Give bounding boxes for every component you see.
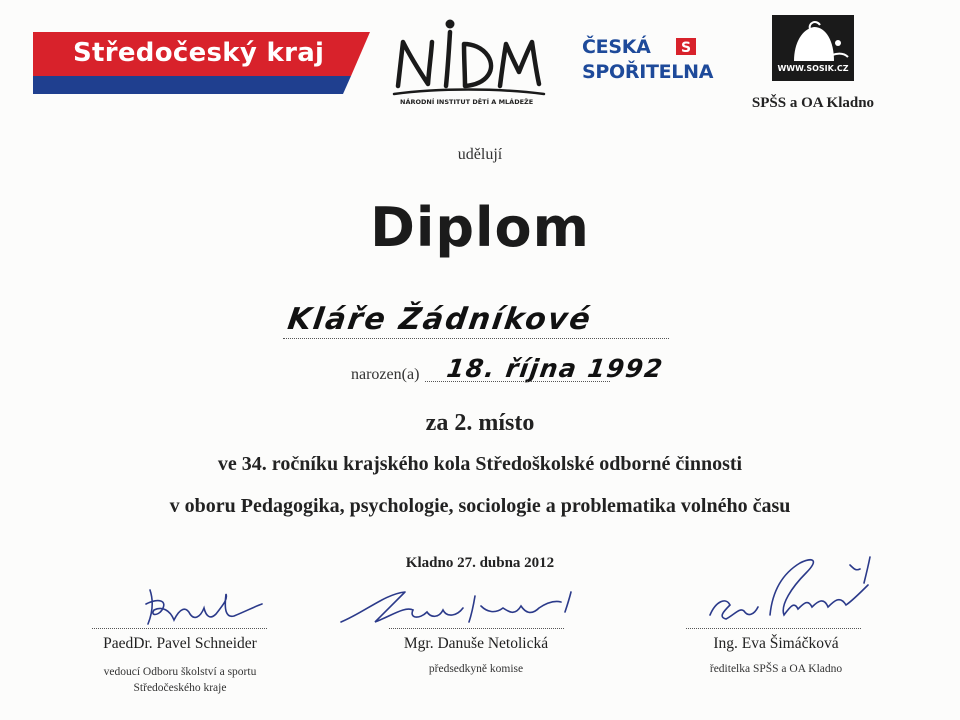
award-line-1: ve 34. ročníku krajského kola Středoškolské odborné činnosti: [217, 453, 743, 475]
sosik-caption: SPŠS a OA Kladno: [751, 95, 875, 111]
kraj-logo-text: Středočeský kraj: [73, 38, 325, 68]
signer-role-1-line1: vedoucí Odboru školství a sportu: [103, 666, 257, 678]
signer-role-2-line1: předsedkyně komise: [428, 663, 524, 675]
cs-logo-line2: SPOŘITELNA: [582, 61, 714, 83]
recipient-name: Kláře Žádníkové: [285, 302, 595, 337]
signer-name-3: Ing. Eva Šimáčková: [713, 635, 839, 652]
born-date-line: [425, 381, 610, 382]
signature-line-2: [389, 628, 564, 629]
signature-line-1: [92, 628, 267, 629]
signature-netolicka: [335, 582, 585, 632]
signer-name-1: PaedDr. Pavel Schneider: [103, 635, 257, 652]
born-date: 18. října 1992: [444, 354, 666, 383]
award-line-2: v oboru Pedagogika, psychologie, sociologie a problematika volného času: [169, 495, 791, 517]
sosik-logo: [772, 15, 854, 81]
ceska-sporitelna-logo: [580, 36, 714, 88]
signer-role-3-line1: ředitelka SPŠS a OA Kladno: [709, 663, 843, 675]
nidm-subtitle: NÁRODNÍ INSTITUT DĚTÍ A MLÁDEŽE: [400, 98, 534, 106]
signer-name-2: Mgr. Danuše Netolická: [403, 635, 549, 652]
nidm-logo: [388, 14, 548, 114]
nidm-logo-mark: [388, 14, 548, 98]
intro-text: udělují: [457, 146, 503, 163]
award-place: za 2. místo: [425, 410, 535, 436]
signer-role-1-line2: Středočeského kraje: [133, 682, 227, 694]
signer-role-3: [676, 661, 876, 677]
signer-role-1: [80, 664, 280, 696]
cs-logo-line1: ČESKÁ: [582, 36, 651, 58]
recipient-name-line: [283, 338, 669, 339]
signature-line-3: [686, 628, 861, 629]
diploma-title: Diplom: [370, 196, 590, 259]
born-label: narozen(a): [351, 366, 420, 383]
sosik-url: WWW.SOSIK.CZ: [777, 64, 849, 73]
signature-schneider: [110, 580, 270, 630]
signer-role-2: [376, 661, 576, 677]
signature-simackova: [700, 545, 880, 630]
stredocesky-kraj-logo: [33, 32, 370, 94]
svg-text:S: S: [680, 40, 692, 56]
owl-icon: [772, 15, 854, 65]
date-place: Kladno 27. dubna 2012: [405, 555, 555, 571]
cs-s-symbol-icon: [676, 36, 698, 58]
